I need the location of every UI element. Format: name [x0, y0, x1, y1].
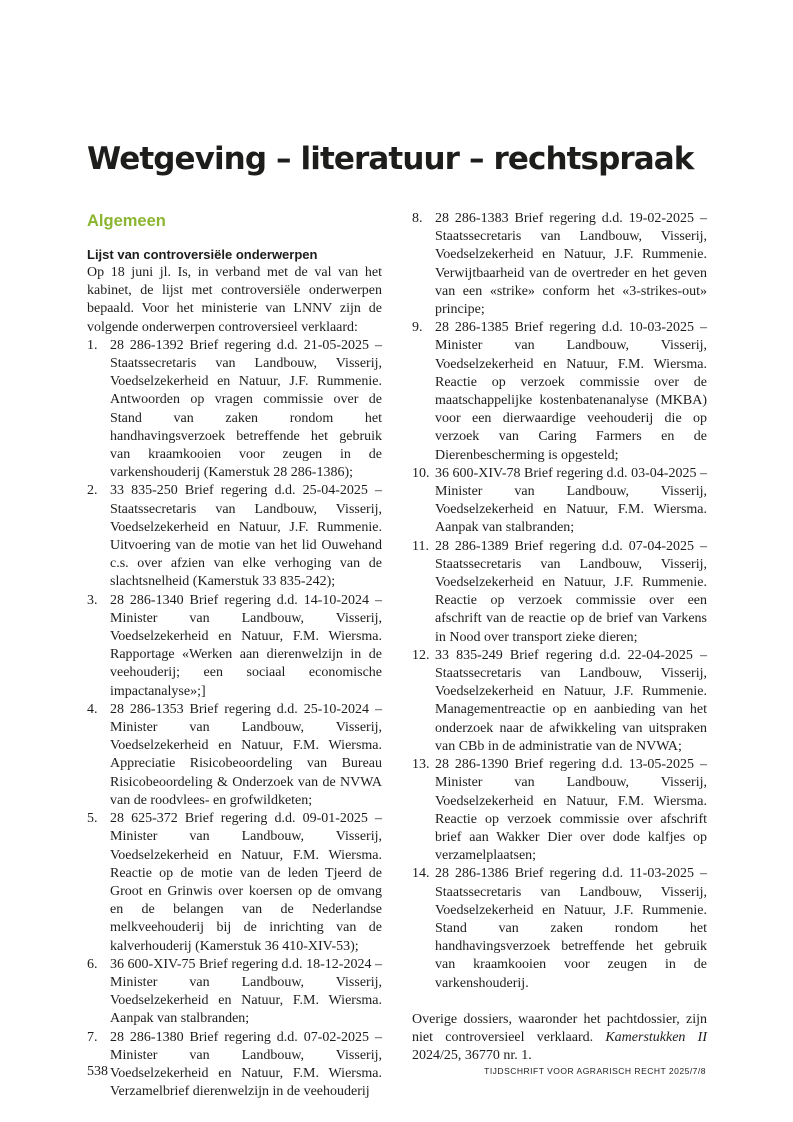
list-item-number: 11. [412, 538, 429, 554]
list-item-text: 33 835-250 Brief regering d.d. 25-04-2025 – Staatssecretaris van Landbouw, Visserij, Voedselzekerheid en Natuur, J.F. Rummenie. Uitvoering van de motie van het lid Ouwehand c.s. over afzien van elke verhoging van de slachtsnelheid (Kamerstuk 33 835-242); [110, 483, 382, 590]
list-item-number: 4. [87, 701, 98, 717]
page-number: 538 [87, 1064, 108, 1079]
list-item-text: 28 286-1390 Brief regering d.d. 13-05-2025 – Minister van Landbouw, Visserij, Voedselzekerheid en Natuur, F.M. Wiersma. Reactie op verzoek commissie over afschrift brief aan Wakker Dier over dode kalfjes op verzamelplaatsen; [435, 757, 707, 864]
list-item-number: 5. [87, 811, 98, 827]
subheading: Lijst van controversiële onderwerpen [87, 247, 318, 262]
list-item-text: 28 286-1340 Brief regering d.d. 14-10-2024 – Minister van Landbouw, Visserij, Voedselzekerheid en Natuur, F.M. Wiersma. Rapportage «Werken aan dierenwelzijn in de veehouderij; een sociaal economische impactanalyse»;] [110, 592, 382, 699]
list-item-number: 7. [87, 1029, 98, 1045]
list-item-number: 10. [412, 465, 430, 481]
list-item-number: 9. [412, 320, 423, 336]
list-item-text: 36 600-XIV-75 Brief regering d.d. 18-12-2024 – Minister van Landbouw, Visserij, Voedselzekerheid en Natuur, F.M. Wiersma. Aanpak van stalbranden; [110, 956, 382, 1027]
closing-text: Overige dossiers, waaronder het pachtdossier, zijn niet controversieel verklaard. [412, 1011, 707, 1045]
closing-paragraph [412, 1011, 707, 1066]
left-column [87, 210, 382, 1101]
page-title: Wetgeving – literatuur – rechtspraak [87, 141, 694, 177]
list-item-text: 33 835-249 Brief regering d.d. 22-04-2025 – Staatssecretaris van Landbouw, Visserij, Voedselzekerheid en Natuur, J.F. Rummenie. Managementreactie op en aanbieding van het onderzoek naar de afwikkeling van uitspraken van CBb in de administratie van de NVWA; [435, 647, 707, 754]
list-item-number: 3. [87, 592, 98, 608]
list-item [412, 538, 707, 647]
list-item-text: 28 286-1383 Brief regering d.d. 19-02-2025 – Staatssecretaris van Landbouw, Visserij, Voedselzekerheid en Natuur, J.F. Rummenie. Verwijtbaarheid van de overtreder en het geven van een «strike» conform het «3-strikes-out» principe; [435, 211, 707, 318]
list-left [87, 337, 382, 1102]
list-item [87, 810, 382, 956]
intro-paragraph: Op 18 juni jl. Is, in verband met de val van het kabinet, de lijst met controversiële onderwerpen bepaald. Voor het ministerie van LNNV zijn de volgende onderwerpen controversieel verklaard: [87, 265, 382, 335]
list-item [412, 756, 707, 865]
list-item-number: 12. [412, 647, 430, 663]
closing-reference: Kamerstukken II [605, 1029, 707, 1045]
list-item [87, 1029, 382, 1102]
list-item [87, 701, 382, 810]
list-right [412, 210, 707, 993]
list-item [87, 337, 382, 483]
list-item [412, 865, 707, 992]
right-column [412, 210, 707, 1065]
list-item [412, 319, 707, 465]
list-item [87, 482, 382, 591]
list-item-text: 28 286-1392 Brief regering d.d. 21-05-2025 – Staatssecretaris van Landbouw, Visserij, Voedselzekerheid en Natuur, J.F. Rummenie. Antwoorden op vragen commissie over de Stand van zaken rondom het handhavingsverzoek betreffende het gebruik van kraamkooien voor zeugen in de varkenshouderij (Kamerstuk 28 286-1386); [110, 337, 382, 481]
list-item [87, 956, 382, 1029]
list-item-text: 28 286-1380 Brief regering d.d. 07-02-2025 – Minister van Landbouw, Visserij, Voedselzekerheid en Natuur, F.M. Wiersma. Verzamelbrief dierenwelzijn in de veehouderij [110, 1029, 382, 1100]
list-item-number: 2. [87, 483, 98, 499]
list-item-text: 28 286-1385 Brief regering d.d. 10-03-2025 – Minister van Landbouw, Visserij, Voedselzekerheid en Natuur, F.M. Wiersma. Reactie op verzoek commissie over de maatschappelijke kostenbatenanalyse (MKBA) voor een dierwaardige veehouderij die op verzoek van Caring Farmers en de Dierenbescherming is opgesteld; [435, 320, 707, 463]
section-heading: Algemeen [87, 212, 166, 230]
list-item [87, 592, 382, 701]
list-item-text: 36 600-XIV-78 Brief regering d.d. 03-04-2025 – Minister van Landbouw, Visserij, Voedselzekerheid en Natuur, F.M. Wiersma. Aanpak van stalbranden; [435, 465, 707, 536]
list-item [412, 210, 707, 319]
list-item-number: 13. [412, 757, 430, 773]
closing-reference-number: 2024/25, 36770 nr. 1. [412, 1048, 532, 1064]
list-item [412, 465, 707, 538]
journal-name: TIJDSCHRIFT VOOR AGRARISCH RECHT 2025/7/8 [484, 1066, 706, 1076]
list-item-number: 14. [412, 866, 430, 882]
list-item [412, 647, 707, 756]
list-item-text: 28 625-372 Brief regering d.d. 09-01-2025 – Minister van Landbouw, Visserij, Voedselzekerheid en Natuur, F.M. Wiersma. Reactie op de motie van de leden Tjeerd de Groot en Grinwis over koersen op de omvang en de belangen van de Nederlandse melkveehouderij bij de inrichting van de kalverhouderij (Kamerstuk 36 410-XIV-53); [110, 811, 382, 954]
list-item-text: 28 286-1353 Brief regering d.d. 25-10-2024 – Minister van Landbouw, Visserij, Voedselzekerheid en Natuur, F.M. Wiersma. Appreciatie Risicobeoordeling van Bureau Risicobeoordeling & Onderzoek van de NVWA van de roodvlees- en grofwildketen; [110, 701, 382, 808]
list-item-number: 8. [412, 211, 423, 226]
list-item-number: 6. [87, 956, 98, 972]
list-item-text: 28 286-1386 Brief regering d.d. 11-03-2025 – Staatssecretaris van Landbouw, Visserij, Voedselzekerheid en Natuur, J.F. Rummenie. Stand van zaken rondom het handhavingsverzoek betreffende het gebruik van kraamkooien voor zeugen in de varkenshouderij. [435, 866, 707, 991]
list-item-number: 1. [87, 337, 98, 353]
list-item-text: 28 286-1389 Brief regering d.d. 07-04-2025 – Staatssecretaris van Landbouw, Visserij, Voedselzekerheid en Natuur, J.F. Rummenie. Reactie op verzoek commissie over een afschrift van de reactie op de brief van Varkens in Nood over transport zieke dieren; [435, 538, 707, 645]
